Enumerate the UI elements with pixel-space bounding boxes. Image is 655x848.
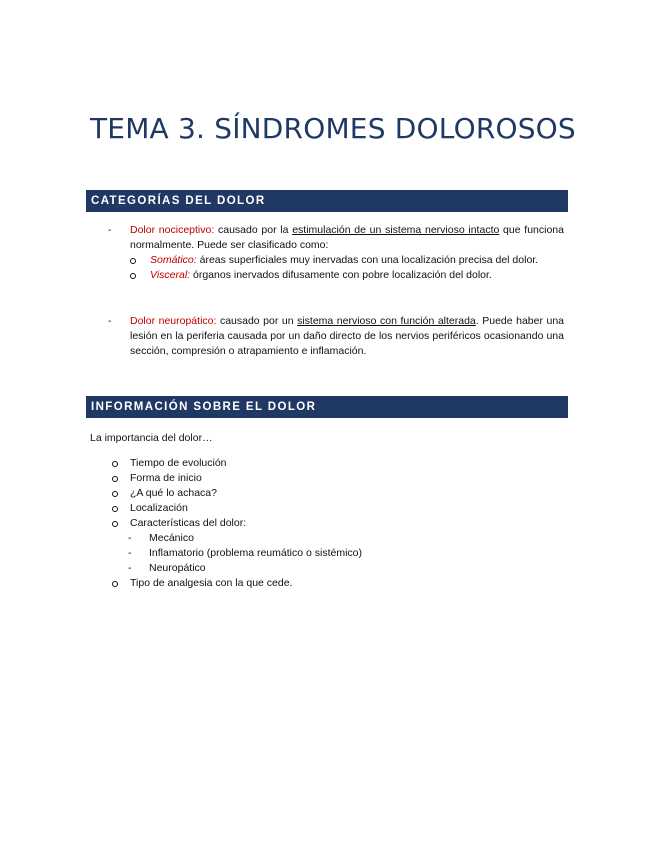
- circle-bullet-icon: [112, 506, 118, 512]
- term-neuropatico: Dolor neuropático:: [130, 315, 217, 327]
- list-item: [110, 456, 550, 471]
- dash-bullet: -: [108, 224, 112, 236]
- list-item-nociceptivo: [108, 223, 564, 283]
- characteristic-text: Inflamatorio (problema reumático o sistémico): [149, 547, 362, 559]
- intro-text: La importancia del dolor…: [90, 432, 213, 444]
- dash-bullet: -: [128, 547, 132, 559]
- list-item-text: Localización: [130, 502, 188, 514]
- item-body: [130, 223, 564, 253]
- item-body: [130, 314, 564, 359]
- list-item: [110, 516, 550, 531]
- dash-bullet: -: [108, 315, 112, 327]
- circle-bullet-icon: [130, 273, 136, 279]
- sub-item-somatico: [130, 253, 564, 268]
- section-heading-categorias: CATEGORÍAS DEL DOLOR: [86, 190, 568, 212]
- circle-bullet-icon: [112, 581, 118, 587]
- info-list: [110, 456, 550, 591]
- characteristic-item: [128, 531, 550, 546]
- circle-bullet-icon: [112, 461, 118, 467]
- circle-bullet-icon: [112, 491, 118, 497]
- underlined-text: estimulación de un sistema nervioso intacto: [292, 224, 500, 236]
- circle-bullet-icon: [112, 476, 118, 482]
- list-item-text: Tiempo de evolución: [130, 457, 227, 469]
- circle-bullet-icon: [130, 258, 136, 264]
- list-item: [110, 501, 550, 516]
- term-nociceptivo: Dolor nociceptivo:: [130, 224, 215, 236]
- list-item-text: Tipo de analgesia con la que cede.: [130, 577, 293, 589]
- list-item-neuropatico: [108, 314, 564, 359]
- term-visceral: Visceral:: [150, 269, 191, 281]
- dash-bullet: -: [128, 562, 132, 574]
- section-heading-informacion: INFORMACIÓN SOBRE EL DOLOR: [86, 396, 568, 418]
- characteristic-text: Neuropático: [149, 562, 206, 574]
- characteristic-text: Mecánico: [149, 532, 194, 544]
- sub-item-text: áreas superficiales muy inervadas con una localización precisa del dolor.: [196, 254, 539, 266]
- item-text: causado por la: [214, 224, 293, 236]
- page-title: TEMA 3. SÍNDROMES DOLOROSOS: [90, 112, 576, 145]
- circle-bullet-icon: [112, 521, 118, 527]
- list-item-text: ¿A qué lo achaca?: [130, 487, 217, 499]
- list-item: [110, 471, 550, 486]
- item-text: causado por un: [216, 315, 298, 327]
- term-somatico: Somático:: [150, 254, 197, 266]
- list-item-text: Características del dolor:: [130, 517, 247, 529]
- item-text: que funciona normalmente. Puede ser clasificado como:: [130, 224, 564, 251]
- sub-item-visceral: [130, 268, 564, 283]
- characteristic-item: [128, 561, 550, 576]
- sub-item-text: órganos inervados difusamente con pobre localización del dolor.: [190, 269, 492, 281]
- characteristic-item: [128, 546, 550, 561]
- list-item: [110, 486, 550, 501]
- list-item: [110, 576, 550, 591]
- underlined-text: sistema nervioso con función alterada: [297, 315, 476, 327]
- list-item-text: Forma de inicio: [130, 472, 202, 484]
- item-text: . Puede haber una lesión en la periferia causada por un daño directo de los nervios periféricos ocasionando una sección, compresión o atrapamiento e inflamación.: [130, 315, 565, 357]
- dash-bullet: -: [128, 532, 132, 544]
